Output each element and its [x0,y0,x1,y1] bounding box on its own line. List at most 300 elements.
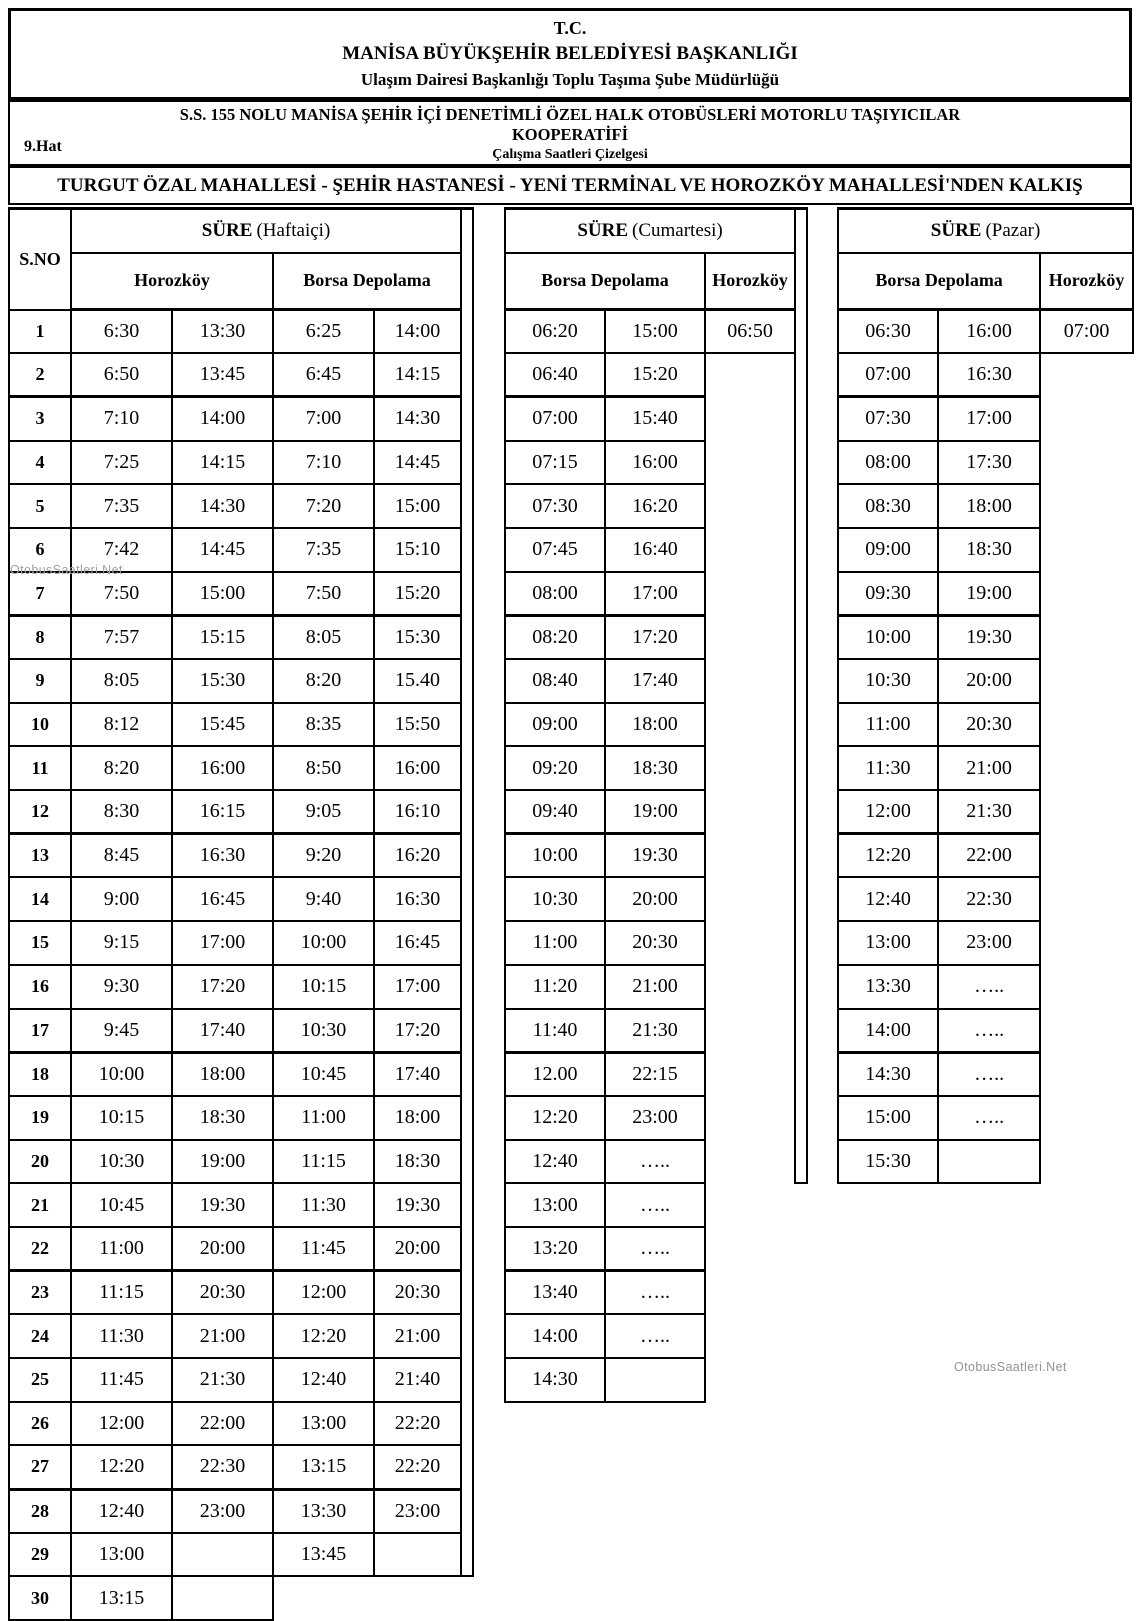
row-number: 13 [9,834,71,878]
weekday-time-cell: 11:45 [273,1227,374,1271]
weekday-time-cell: 8:30 [71,790,172,834]
spacer-cell-b [807,1576,838,1620]
weekday-time-cell: 22:20 [374,1402,461,1446]
gap-cell-b [795,965,807,1009]
sunday-time-cell [838,1402,938,1446]
spacer-cell-a [473,1052,505,1096]
weekday-time-cell: 7:50 [273,572,374,616]
saturday-time-cell: 07:30 [505,484,605,528]
weekday-time-cell: 10:30 [273,1009,374,1053]
table-row [9,1009,1133,1053]
timetable [8,207,1134,1621]
table-row [9,1052,1133,1096]
sunday-time-cell: 15:30 [838,1140,938,1184]
weekday-time-cell: 15:00 [172,572,273,616]
cooperative-name-line1: S.S. 155 NOLU MANİSA ŞEHİR İÇİ DENETİMLİ ÖZEL HALK OTOBÜSLERİ MOTORLU TAŞIYICILAR [179,105,961,124]
sunday-time-cell [1040,441,1133,485]
table-row [9,441,1133,485]
weekday-time-cell: 20:00 [172,1227,273,1271]
agency-line-tc: T.C. [553,18,587,38]
spacer-cell-b [807,397,838,441]
sunday-time-cell [1040,659,1133,703]
sunday-time-cell [1040,1271,1133,1315]
saturday-time-cell: ….. [605,1314,705,1358]
table-row [9,1489,1133,1533]
sunday-time-cell: 16:00 [938,310,1040,354]
saturday-time-cell: 14:00 [505,1314,605,1358]
table-row [9,572,1133,616]
saturday-time-cell: 21:30 [605,1009,705,1053]
row-number: 22 [9,1227,71,1271]
saturday-time-cell: 20:30 [605,921,705,965]
weekday-time-cell: 19:30 [172,1183,273,1227]
watermark-right: OtobusSaatleri.Net [954,1360,1067,1374]
weekday-time-cell: 12:00 [71,1402,172,1446]
spacer-cell-a [473,834,505,878]
weekday-borsa-header: Borsa Depolama [273,253,461,310]
saturday-time-cell: ….. [605,1227,705,1271]
spacer-cell-b [807,1096,838,1140]
spacer-cell-a [473,310,505,354]
weekday-time-cell: 8:50 [273,746,374,790]
sunday-day-label: (Pazar) [985,219,1041,241]
sunday-time-cell: 11:30 [838,746,938,790]
saturday-time-cell: 19:30 [605,834,705,878]
sunday-time-cell [1040,1052,1133,1096]
spacer-cell-b [807,877,838,921]
row-number: 29 [9,1533,71,1577]
weekday-time-cell: 17:40 [172,1009,273,1053]
sunday-time-cell [938,1533,1040,1577]
saturday-time-cell: 20:00 [605,877,705,921]
row-number: 21 [9,1183,71,1227]
saturday-time-cell: 07:15 [505,441,605,485]
spacer-cell-a [473,703,505,747]
sunday-time-cell [1040,790,1133,834]
weekday-time-cell: 10:45 [71,1183,172,1227]
weekday-time-cell: 13:45 [172,353,273,397]
weekday-time-cell: 8:45 [71,834,172,878]
gap-cell-b [795,834,807,878]
spacer-cell-a [473,1009,505,1053]
spacer-cell-a [473,484,505,528]
sunday-time-cell: 17:30 [938,441,1040,485]
saturday-time-cell [705,484,795,528]
spacer-cell-a [473,790,505,834]
weekday-time-cell: 13:15 [71,1576,172,1620]
weekday-time-cell: 21:30 [172,1358,273,1402]
sunday-time-cell: 18:30 [938,528,1040,572]
saturday-time-cell: 15:40 [605,397,705,441]
saturday-time-cell: 13:20 [505,1227,605,1271]
sunday-time-cell [938,1183,1040,1227]
weekday-time-cell: 8:05 [71,659,172,703]
gap-cell-b [795,921,807,965]
spacer-cell-b [807,1533,838,1577]
row-number: 12 [9,790,71,834]
weekday-time-cell: 10:45 [273,1052,374,1096]
sunday-time-cell: 22:30 [938,877,1040,921]
agency-line-municipality: MANİSA BÜYÜKŞEHİR BELEDİYESİ BAŞKANLIĞI [342,43,798,64]
spacer-cell-a [473,528,505,572]
saturday-time-cell [705,528,795,572]
saturday-time-cell [605,1576,705,1620]
weekday-time-cell: 11:00 [71,1227,172,1271]
spacer-cell-a [473,921,505,965]
table-row [9,353,1133,397]
gap-cell-b [795,397,807,441]
gap-cell-b [795,1576,807,1620]
gap-cell-a [461,746,473,790]
saturday-time-cell [705,1358,795,1402]
sunday-time-cell: 12:40 [838,877,938,921]
weekday-time-cell: 15:50 [374,703,461,747]
sunday-time-cell [938,1140,1040,1184]
saturday-section-header [505,209,795,253]
spacer-cell-a [473,615,505,659]
spacer-cell-b [807,353,838,397]
gap-cell-a [461,1271,473,1315]
table-row [9,659,1133,703]
sunday-time-cell: 17:00 [938,397,1040,441]
sunday-time-cell: 12:20 [838,834,938,878]
spacer-cell-a [473,1576,505,1620]
weekday-time-cell: 17:20 [374,1009,461,1053]
sunday-time-cell [1040,1096,1133,1140]
gap-column-b [795,209,807,310]
weekday-time-cell: 12:00 [273,1271,374,1315]
saturday-time-cell [705,834,795,878]
sunday-borsa-header: Borsa Depolama [838,253,1040,310]
weekday-time-cell: 21:00 [374,1314,461,1358]
spacer-cell-a [473,1445,505,1489]
table-row [9,1445,1133,1489]
weekday-time-cell: 7:42 [71,528,172,572]
sunday-time-cell: ….. [938,965,1040,1009]
sunday-time-cell [938,1489,1040,1533]
saturday-time-cell [705,703,795,747]
sunday-time-cell: 20:30 [938,703,1040,747]
gap-cell-b [795,1314,807,1358]
weekday-time-cell: 21:40 [374,1358,461,1402]
spacer-cell-a [473,572,505,616]
row-number: 17 [9,1009,71,1053]
spacer-cell-a [473,1096,505,1140]
spacer-cell-b [807,921,838,965]
gap-cell-b [795,615,807,659]
saturday-time-cell: 08:40 [505,659,605,703]
weekday-time-cell: 11:15 [71,1271,172,1315]
saturday-time-cell: 18:00 [605,703,705,747]
sunday-time-cell [1040,877,1133,921]
agency-line-department: Ulaşım Dairesi Başkanlığı Toplu Taşıma Şube Müdürlüğü [360,70,780,89]
sunday-time-cell: 23:00 [938,921,1040,965]
weekday-time-cell: 22:00 [172,1402,273,1446]
gap-cell-b [795,659,807,703]
header-row-day [9,209,1133,253]
saturday-time-cell [705,790,795,834]
weekday-time-cell: 20:00 [374,1227,461,1271]
saturday-time-cell [705,746,795,790]
gap-cell-a [461,965,473,1009]
weekday-day-label: (Haftaiçi) [256,219,331,241]
saturday-time-cell [605,1533,705,1577]
sunday-time-cell: 15:00 [838,1096,938,1140]
saturday-time-cell: 11:40 [505,1009,605,1053]
table-row [9,397,1133,441]
saturday-time-cell: 12.00 [505,1052,605,1096]
saturday-time-cell [705,921,795,965]
route-number-label: 9.Hat [24,138,62,155]
sunday-time-cell: 10:30 [838,659,938,703]
spacer-cell-b [807,441,838,485]
schedule-label: Çalışma Saatleri Çizelgesi [492,147,648,162]
spacer-cell-b [807,659,838,703]
sunday-time-cell [1040,1009,1133,1053]
saturday-time-cell: 15:20 [605,353,705,397]
saturday-time-cell [505,1533,605,1577]
gap-cell-b [795,1271,807,1315]
row-number: 24 [9,1314,71,1358]
gap-cell-a [461,790,473,834]
gap-cell-b [795,877,807,921]
weekday-time-cell: 7:10 [71,397,172,441]
gap-cell-a [461,1358,473,1402]
weekday-time-cell: 17:40 [374,1052,461,1096]
table-row [9,615,1133,659]
sunday-time-cell [838,1227,938,1271]
saturday-time-cell: 17:20 [605,615,705,659]
row-number: 26 [9,1402,71,1446]
gap-cell-b [795,353,807,397]
gap-cell-b [795,1533,807,1577]
sunday-time-cell: 08:00 [838,441,938,485]
weekday-time-cell: 8:05 [273,615,374,659]
gap-cell-b [795,310,807,354]
gap-cell-b [795,1183,807,1227]
row-number: 4 [9,441,71,485]
saturday-borsa-header: Borsa Depolama [505,253,705,310]
gap-cell-a [461,877,473,921]
saturday-time-cell [705,1052,795,1096]
weekday-time-cell: 6:25 [273,310,374,354]
saturday-time-cell: 10:00 [505,834,605,878]
row-number: 19 [9,1096,71,1140]
saturday-time-cell: ….. [605,1183,705,1227]
gap-column-a [461,209,473,310]
weekday-time-cell: 12:40 [71,1489,172,1533]
saturday-time-cell: 13:40 [505,1271,605,1315]
weekday-time-cell: 8:35 [273,703,374,747]
sunday-sure-label: SÜRE [930,219,982,241]
saturday-time-cell: 17:40 [605,659,705,703]
saturday-time-cell: 11:00 [505,921,605,965]
spacer-cell-a [473,1183,505,1227]
table-row [9,1576,1133,1620]
row-number: 14 [9,877,71,921]
sunday-time-cell [1040,528,1133,572]
saturday-time-cell: 14:30 [505,1358,605,1402]
weekday-time-cell: 18:00 [374,1096,461,1140]
weekday-time-cell: 14:30 [172,484,273,528]
spacer-column-a [473,209,505,310]
weekday-time-cell: 9:45 [71,1009,172,1053]
sunday-time-cell: 21:00 [938,746,1040,790]
spacer-cell-a [473,877,505,921]
sunday-time-cell: 07:00 [838,353,938,397]
spacer-cell-b [807,1227,838,1271]
sunday-time-cell [938,1402,1040,1446]
weekday-time-cell: 10:00 [273,921,374,965]
cooperative-name-line2: KOOPERATİFİ [511,125,629,144]
saturday-time-cell [605,1489,705,1533]
saturday-time-cell: 12:20 [505,1096,605,1140]
weekday-time-cell: 10:15 [273,965,374,1009]
weekday-time-cell: 13:00 [273,1402,374,1446]
saturday-time-cell: 19:00 [605,790,705,834]
saturday-time-cell [505,1402,605,1446]
table-row [9,1227,1133,1271]
gap-cell-a [461,1227,473,1271]
saturday-time-cell [705,1140,795,1184]
table-row [9,877,1133,921]
gap-cell-a [461,659,473,703]
saturday-time-cell: 23:00 [605,1096,705,1140]
saturday-time-cell: 18:30 [605,746,705,790]
gap-cell-a [461,353,473,397]
sunday-time-cell [838,1358,938,1402]
table-row [9,1533,1133,1577]
saturday-time-cell [705,1227,795,1271]
sunday-time-cell [1040,1533,1133,1577]
weekday-time-cell: 7:20 [273,484,374,528]
saturday-time-cell [705,353,795,397]
sunday-time-cell: 18:00 [938,484,1040,528]
saturday-time-cell: 08:00 [505,572,605,616]
saturday-time-cell [705,1576,795,1620]
row-number: 20 [9,1140,71,1184]
sunday-time-cell [1040,834,1133,878]
weekday-time-cell: 7:25 [71,441,172,485]
gap-cell-b [795,1096,807,1140]
sunday-time-cell: 09:00 [838,528,938,572]
weekday-time-cell: 16:45 [374,921,461,965]
sunday-time-cell [1040,1183,1133,1227]
weekday-time-cell: 17:00 [172,921,273,965]
weekday-time-cell: 9:40 [273,877,374,921]
spacer-cell-a [473,397,505,441]
saturday-time-cell [505,1445,605,1489]
weekday-time-cell: 22:20 [374,1445,461,1489]
weekday-time-cell: 14:15 [172,441,273,485]
weekday-time-cell: 20:30 [374,1271,461,1315]
spacer-cell-a [473,1489,505,1533]
gap-cell-b [795,1358,807,1402]
saturday-time-cell: ….. [605,1140,705,1184]
sunday-time-cell [938,1271,1040,1315]
row-number: 28 [9,1489,71,1533]
sunday-time-cell [938,1227,1040,1271]
weekday-time-cell: 15:15 [172,615,273,659]
saturday-time-cell: 11:20 [505,965,605,1009]
saturday-horozkoy-header: Horozköy [705,253,795,310]
weekday-time-cell: 17:00 [374,965,461,1009]
weekday-time-cell: 7:00 [273,397,374,441]
sunday-time-cell [938,1576,1040,1620]
spacer-cell-b [807,615,838,659]
gap-cell-a [461,921,473,965]
row-number: 15 [9,921,71,965]
weekday-time-cell: 11:45 [71,1358,172,1402]
weekday-time-cell: 15:20 [374,572,461,616]
spacer-cell-b [807,1009,838,1053]
saturday-time-cell [705,1445,795,1489]
sunday-horozkoy-header: Horozköy [1040,253,1133,310]
weekday-time-cell [172,1576,273,1620]
sunday-time-cell: 08:30 [838,484,938,528]
saturday-time-cell [705,965,795,1009]
spacer-cell-b [807,310,838,354]
spacer-cell-b [807,484,838,528]
spacer-cell-b [807,746,838,790]
saturday-time-cell [705,1096,795,1140]
weekday-time-cell: 13:45 [273,1533,374,1577]
table-row [9,746,1133,790]
weekday-time-cell: 15:45 [172,703,273,747]
sunday-time-cell [1040,397,1133,441]
weekday-time-cell: 15:30 [172,659,273,703]
weekday-time-cell: 15:10 [374,528,461,572]
weekday-time-cell: 13:15 [273,1445,374,1489]
sunday-time-cell: 13:30 [838,965,938,1009]
spacer-cell-b [807,703,838,747]
saturday-time-cell [605,1358,705,1402]
weekday-time-cell: 13:30 [172,310,273,354]
sunday-time-cell: 07:30 [838,397,938,441]
weekday-time-cell: 22:30 [172,1445,273,1489]
weekday-time-cell: 7:10 [273,441,374,485]
weekday-time-cell [273,1576,374,1620]
sunday-time-cell [1040,572,1133,616]
gap-cell-a [461,484,473,528]
weekday-time-cell: 19:00 [172,1140,273,1184]
weekday-time-cell: 16:30 [374,877,461,921]
weekday-time-cell: 19:30 [374,1183,461,1227]
weekday-time-cell: 8:20 [71,746,172,790]
weekday-time-cell: 14:45 [172,528,273,572]
sunday-time-cell: 09:30 [838,572,938,616]
weekday-time-cell: 15.40 [374,659,461,703]
spacer-cell-a [473,441,505,485]
gap-cell-b [795,790,807,834]
weekday-time-cell: 21:00 [172,1314,273,1358]
weekday-time-cell: 18:30 [172,1096,273,1140]
row-number: 16 [9,965,71,1009]
gap-cell-a [461,1140,473,1184]
saturday-time-cell: 12:40 [505,1140,605,1184]
weekday-time-cell: 8:12 [71,703,172,747]
gap-cell-b [795,1052,807,1096]
saturday-time-cell [705,659,795,703]
weekday-time-cell: 16:45 [172,877,273,921]
weekday-time-cell [172,1533,273,1577]
saturday-time-cell: 16:00 [605,441,705,485]
timetable-table [8,207,1134,1621]
saturday-time-cell: 15:00 [605,310,705,354]
gap-cell-b [795,528,807,572]
weekday-time-cell: 7:50 [71,572,172,616]
spacer-cell-b [807,1140,838,1184]
